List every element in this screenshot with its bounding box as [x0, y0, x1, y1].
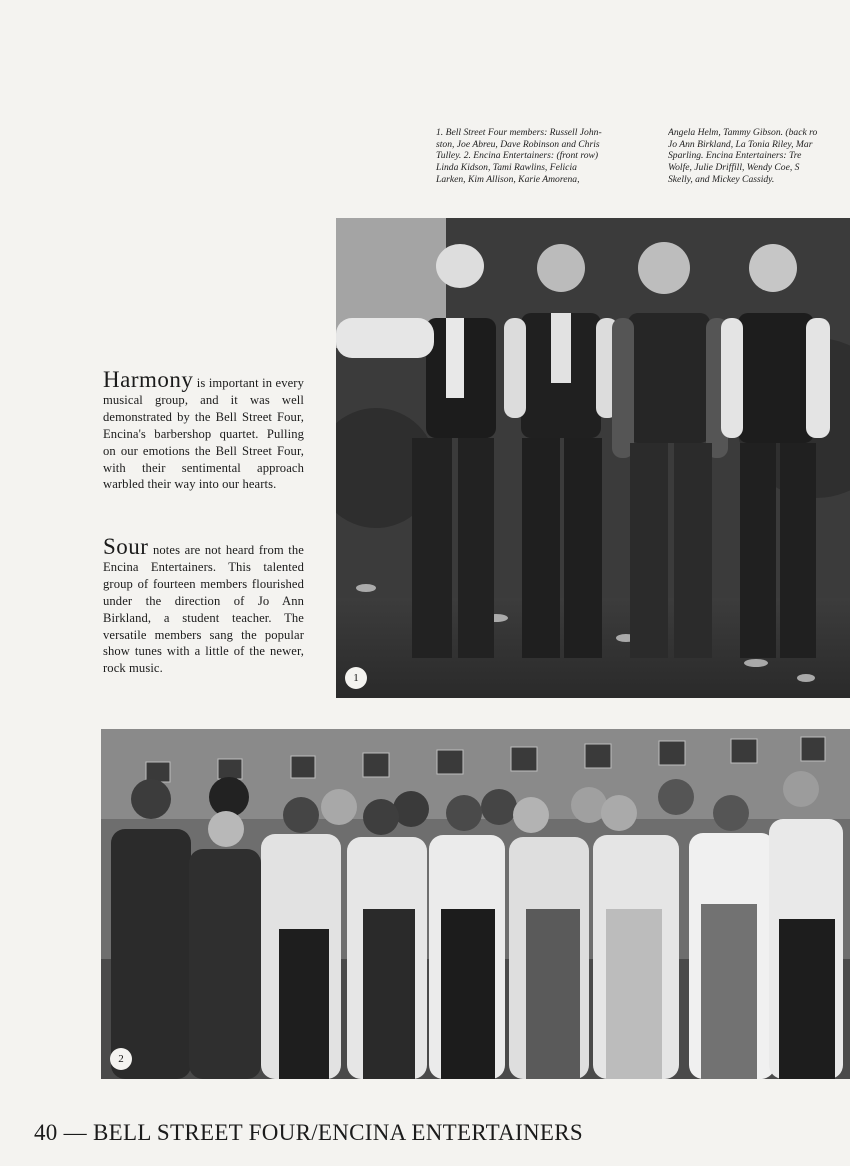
section-title: — BELL STREET FOUR/ENCINA ENTERTAINERS: [57, 1120, 583, 1145]
page-number: 40: [34, 1120, 58, 1145]
encina-entertainers-photo: [101, 729, 850, 1079]
caption-line: Linda Kidson, Tami Rawlins, Felicia: [436, 162, 577, 174]
photo-number-badge: 1: [345, 667, 367, 689]
caption-column-2: [668, 127, 850, 186]
paragraph-text: notes are not heard from the Encina Entertainers. This talented group of fourteen members flourished under the direction of Jo Ann Birkland, a student teacher. The versatile members sang the popular show tunes with a little of the newer, rock music.: [103, 543, 304, 676]
caption-line: ston, Joe Abreu, Dave Robinson and Chris: [436, 138, 600, 150]
caption-line: Skelly, and Mickey Cassidy.: [668, 173, 775, 185]
caption-line: Tulley. 2. Encina Entertainers: (front row): [436, 150, 599, 162]
caption-line: Jo Ann Birkland, La Tonia Riley, Mar: [668, 138, 813, 150]
lead-word: Sour: [103, 534, 149, 559]
caption-line: Larken, Kim Allison, Karie Amorena,: [436, 173, 580, 185]
page-footer: [34, 1120, 583, 1146]
caption-line: Wolfe, Julie Driffill, Wendy Coe, S: [668, 162, 800, 174]
quartet-illustration: [336, 218, 850, 698]
choir-group-illustration: [101, 729, 850, 1079]
caption-line: Sparling. Encina Entertainers: Tre: [668, 150, 802, 162]
paragraph-text: is important in every musical group, and it was well demonstrated by the Bell Street Four, Encina's barbershop quartet. Pulling on our emotions the Bell Street Four, with their sentimental approach warbled their way into our hearts.: [103, 376, 304, 492]
sour-paragraph: [103, 534, 304, 677]
harmony-paragraph: [103, 367, 304, 493]
bell-street-four-photo: [336, 218, 850, 698]
photo-number-badge: 2: [110, 1048, 132, 1070]
caption-line: 1. Bell Street Four members: Russell John-: [436, 127, 602, 138]
caption-line: Angela Helm, Tammy Gibson. (back ro: [668, 127, 818, 138]
caption-column-1: [436, 127, 635, 186]
lead-word: Harmony: [103, 367, 194, 392]
